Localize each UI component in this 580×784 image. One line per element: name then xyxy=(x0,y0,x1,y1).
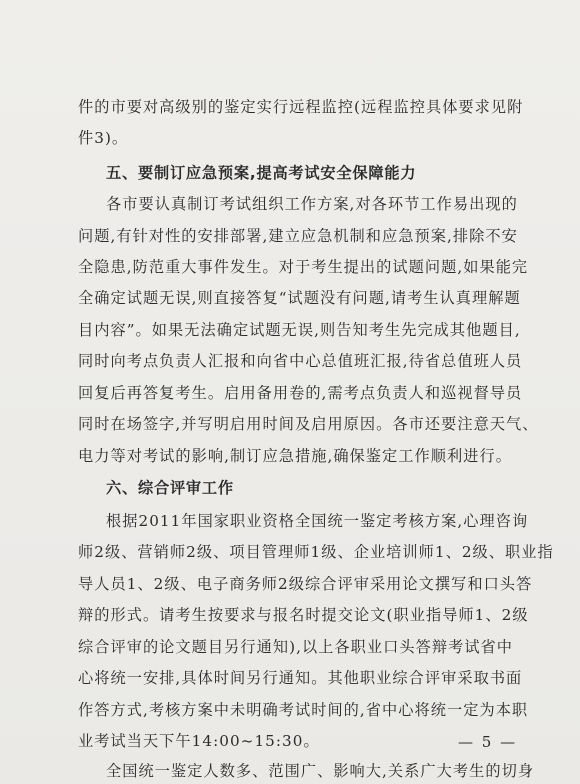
section-heading-5: 五、要制订应急预案,提高考试安全保障能力 xyxy=(106,164,417,182)
text-line: 根据2011年国家职业资格全国统一鉴定考核方案,心理咨询 xyxy=(106,512,529,530)
text-line: 各市要认真制订考试组织工作方案,对各环节工作易出现的 xyxy=(106,195,518,213)
section-heading-6: 六、综合评审工作 xyxy=(106,479,234,497)
text-line: 业考试当天下午14:00~15:30。 xyxy=(78,732,320,750)
text-line: 导人员1、2级、电子商务师2级综合评审采用论文撰写和口头答 xyxy=(78,575,533,593)
text-line: 综合评审的论文题目另行通知),以上各职业口头答辩考试省中 xyxy=(78,638,514,656)
text-line: 同时在场签字,并写明启用时间及启用原因。各市还要注意天气、 xyxy=(78,415,539,433)
text-line: 同时向考点负责人汇报和向省中心总值班汇报,待省总值班人员 xyxy=(78,352,523,370)
text-line: 心将统一安排,具体时间另行通知。其他职业综合评审采取书面 xyxy=(78,669,523,687)
text-line: 问题,有针对性的安排部署,建立应急机制和应急预案,排除不安 xyxy=(78,227,518,245)
text-line: 件的市要对高级别的鉴定实行远程监控(远程监控具体要求见附 xyxy=(78,98,524,116)
text-line: 电力等对考试的影响,制订应急措施,确保鉴定工作顺利进行。 xyxy=(78,447,512,465)
text-line: 作答方式,考核方案中未明确考试时间的,省中心将统一定为本职 xyxy=(78,701,529,719)
text-line: 全国统一鉴定人数多、范围广、影响大,关系广大考生的切身 xyxy=(106,762,535,780)
page-number: — 5 — xyxy=(458,733,518,751)
text-line: 目内容”。如果无法确定试题无误,则告知考生先完成其他题目, xyxy=(78,321,521,339)
text-line: 全隐患,防范重大事件发生。对于考生提出的试题问题,如果能完 xyxy=(78,258,529,276)
text-line: 师2级、营销师2级、项目管理师1级、企业培训师1、2级、职业指 xyxy=(78,543,554,561)
text-line: 辩的形式。请考生按要求与报名时提交论文(职业指导师1、2级 xyxy=(78,606,529,624)
text-line: 回复后再答复考生。启用备用卷的,需考点负责人和巡视督导员 xyxy=(78,384,523,402)
text-line: 件3)。 xyxy=(78,129,129,147)
text-line: 全确定试题无误,则直接答复“试题没有问题,请考生认真理解题 xyxy=(78,289,521,307)
